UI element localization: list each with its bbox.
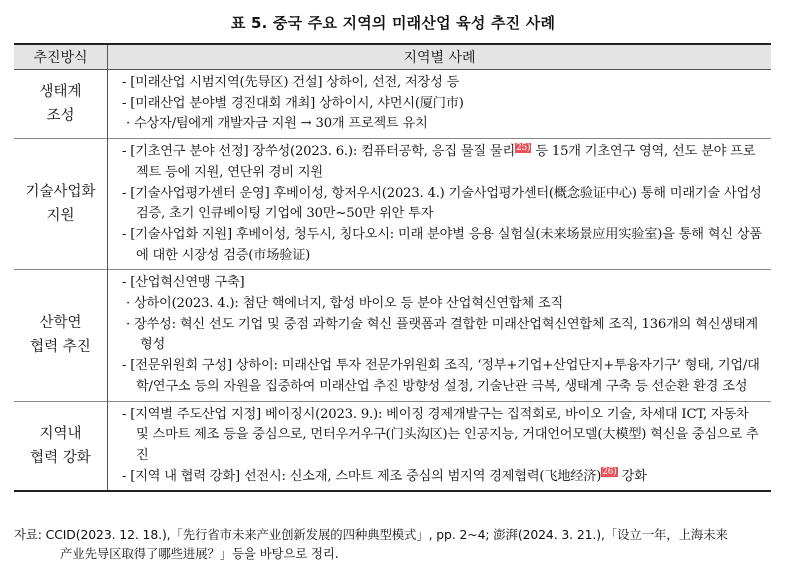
category-cell bbox=[14, 270, 108, 401]
table-row bbox=[14, 139, 771, 270]
category-label: 협력 추진 bbox=[30, 339, 91, 356]
case-item bbox=[114, 142, 765, 183]
header-cases: 지역별 사례 bbox=[108, 44, 772, 70]
dash-bullet: - bbox=[122, 406, 131, 422]
case-text: [미래산업 분야별 경진대회 개최] 상하이시, 샤먼시(厦门市) bbox=[130, 95, 464, 111]
category-cell bbox=[14, 401, 108, 491]
case-text: 상하이(2023. 4.): 첨단 핵에너지, 합성 바이오 등 분야 산업혁신연합체 조직 bbox=[133, 296, 563, 312]
category-label: 지원 bbox=[46, 208, 75, 225]
case-text: [전문위원회 구성] 상하이: 미래산업 투자 전문가위원회 조직, ‘정부+기업+산업단지+투융자기구’ 형태, 기업/대학/연구소 등의 자원을 집중하여 미래산업 추진 방향성 설정, 기술난관 극복, 생태계 구축 등 선순환 환경 조성 bbox=[130, 358, 760, 394]
case-text: [산업혁신연맹 구축] bbox=[130, 275, 245, 291]
cases-table bbox=[14, 43, 771, 492]
table-row bbox=[14, 70, 771, 139]
category-label: 기술사업화 bbox=[25, 184, 96, 201]
dash-bullet: - bbox=[122, 95, 131, 111]
category-label: 조성 bbox=[46, 108, 75, 125]
table-row bbox=[14, 401, 771, 491]
cases-cell bbox=[108, 401, 772, 491]
dot-bullet: · bbox=[126, 296, 134, 312]
category-label: 산학연 bbox=[39, 315, 82, 332]
category-label: 협력 강화 bbox=[30, 449, 91, 466]
case-item bbox=[114, 294, 765, 315]
cases-cell bbox=[108, 270, 772, 401]
dot-bullet: · bbox=[126, 316, 134, 332]
case-text-continued: 등 15개 기초연구 영역, 선도 분야 프로젝트 등에 지원, 연단위 경비 지원 bbox=[136, 144, 756, 180]
case-item bbox=[114, 94, 765, 115]
case-text: 수상자/팀에게 개발자금 지원 → 30개 프로젝트 유치 bbox=[133, 116, 428, 132]
source-line-2: 产业先导区取得了哪些进展？」등을 바탕으로 정리. bbox=[60, 546, 339, 561]
dash-bullet: - bbox=[122, 75, 131, 90]
case-text: [기술사업화 지원] 후베이성, 청두시, 칭다오시: 미래 분야별 응용 실험실(未来场景应用实验室)을 통해 혁신 상품에 대한 시장성 검증(市场验证) bbox=[130, 226, 762, 263]
header-method: 추진방식 bbox=[14, 44, 108, 70]
case-text: [기초연구 분야 선정] 장쑤성(2023. 6.): 컴퓨터공학, 응집 물질 물리 bbox=[130, 144, 515, 160]
case-item bbox=[114, 467, 765, 488]
dot-bullet: · bbox=[126, 116, 134, 132]
case-text: [지역별 주도산업 지정] 베이징시(2023. 9.): 베이징 경제개발구는 집적회로, 바이오 기술, 차세대 ICT, 자동차 및 스마트 제조 등을 중심으로, 먼터우거우구(门头沟区)는 인공지능, 거대언어모델(大模型) 혁신을 중심으로 추진 bbox=[130, 406, 759, 463]
table-title: 표 5. 중국 주요 지역의 미래산업 육성 추진 사례 bbox=[230, 14, 556, 32]
cases-cell bbox=[108, 139, 772, 270]
table-row bbox=[14, 270, 771, 401]
case-item bbox=[114, 114, 765, 135]
case-item bbox=[114, 405, 765, 467]
case-item bbox=[114, 273, 765, 294]
dash-bullet: - bbox=[122, 275, 131, 291]
category-cell bbox=[14, 70, 108, 139]
footnote-marker: 25) bbox=[516, 142, 531, 153]
case-item bbox=[114, 356, 765, 397]
cases-cell bbox=[108, 70, 772, 139]
case-item bbox=[114, 184, 765, 225]
source-line-1: 자료: CCID(2023. 12. 18.),「先行省市未来产业创新发展的四种典型模式」, pp. 2~4; 澎湃(2024. 3. 21.),「设立一年，上海未来 bbox=[14, 527, 728, 542]
dash-bullet: - bbox=[122, 185, 131, 201]
case-item bbox=[114, 73, 765, 94]
case-text: [기술사업평가센터 운영] 후베이성, 항저우시(2023. 4.) 기술사업평가센터(概念验证中心) 통해 미래기술 사업성 검증, 초기 인큐베이팅 기업에 30만~50만 위안 투자 bbox=[130, 185, 762, 222]
case-text-continued: 강화 bbox=[617, 468, 647, 484]
category-label: 생태계 bbox=[39, 84, 82, 101]
dash-bullet: - bbox=[122, 468, 131, 484]
case-item bbox=[114, 225, 765, 266]
dash-bullet: - bbox=[122, 144, 131, 160]
dash-bullet: - bbox=[122, 358, 131, 374]
case-text: [미래산업 시범지역(先导区) 건설] 상하이, 선전, 저장성 등 bbox=[130, 75, 460, 90]
source-note bbox=[14, 525, 776, 563]
category-label: 지역내 bbox=[39, 425, 82, 442]
case-text: 장쑤성: 혁신 선도 기업 및 중점 과학기술 혁신 플랫폼과 결합한 미래산업혁신연합체 조직, 136개의 혁신생태계 형성 bbox=[133, 316, 758, 353]
case-text: [지역 내 협력 강화] 선전시: 신소재, 스마트 제조 중심의 범지역 경제협력(飞地经济) bbox=[130, 468, 602, 484]
case-item bbox=[114, 315, 765, 356]
footnote-marker: 26) bbox=[602, 467, 617, 478]
dash-bullet: - bbox=[122, 226, 131, 242]
category-cell bbox=[14, 139, 108, 270]
